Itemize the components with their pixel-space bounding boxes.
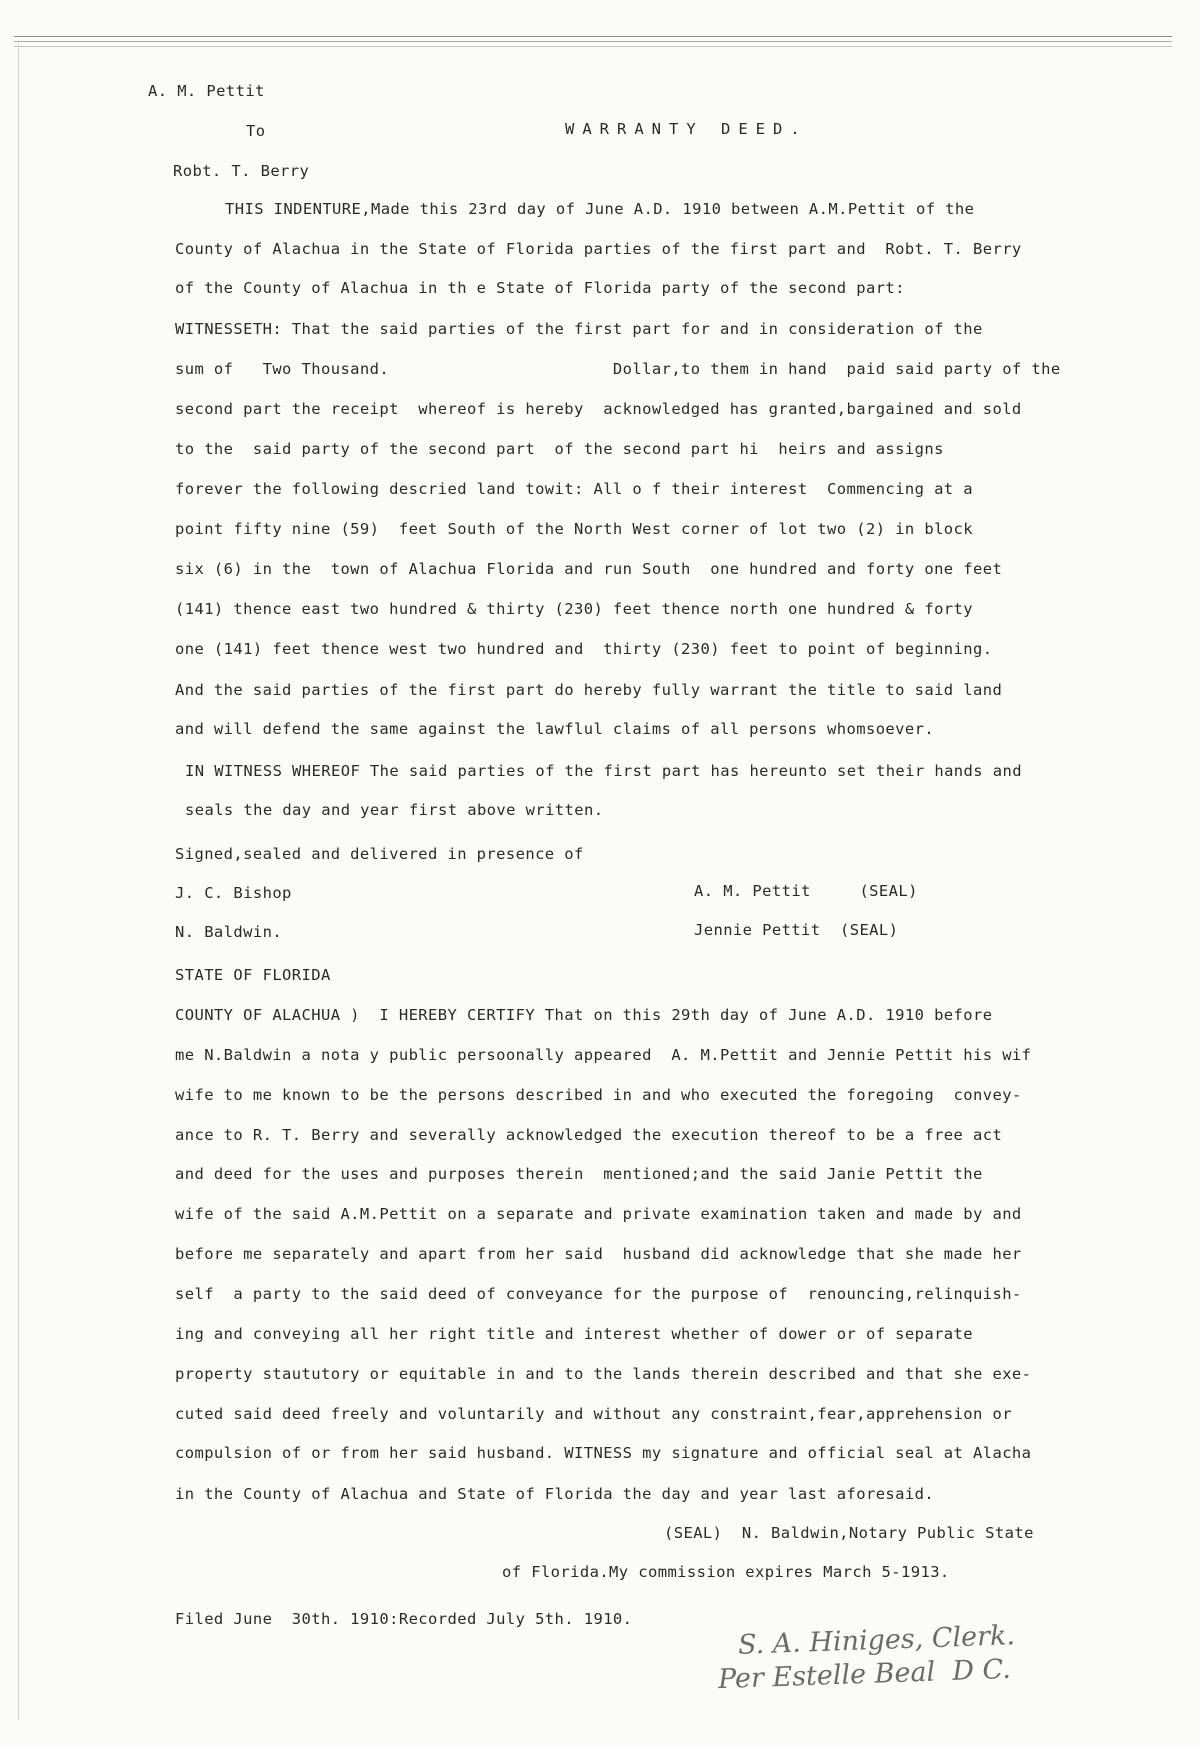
body-line: seals the day and year first above written. xyxy=(185,801,604,819)
to-label: To xyxy=(246,122,266,140)
body-line: Signed,sealed and delivered in presence of xyxy=(175,845,584,863)
ack-line: COUNTY OF ALACHUA ) I HEREBY CERTIFY That on this 29th day of June A.D. 1910 before xyxy=(175,1006,993,1024)
top-rule xyxy=(14,36,1172,37)
ack-line: in the County of Alachua and State of Florida the day and year last aforesaid. xyxy=(175,1485,935,1503)
body-line: point fifty nine (59) feet South of the North West corner of lot two (2) in block xyxy=(175,520,974,538)
filed-record-line: Filed June 30th. 1910:Recorded July 5th. 1910. xyxy=(175,1610,633,1628)
grantor-name: A. M. Pettit xyxy=(148,82,265,100)
witness-name: N. Baldwin. xyxy=(175,923,283,941)
body-line: THIS INDENTURE,Made this 23rd day of June A.D. 1910 between A.M.Pettit of the xyxy=(225,200,975,218)
ack-line: wife to me known to be the persons described in and who executed the foregoing convey- xyxy=(175,1086,1022,1104)
body-line: one (141) feet thence west two hundred and thirty (230) feet to point of beginning. xyxy=(175,640,993,658)
body-line: sum of Two Thousand. Dollar,to them in hand paid said party of the xyxy=(175,360,1061,378)
document-title: WARRANTY DEED. xyxy=(565,120,808,138)
body-line: (141) thence east two hundred & thirty (230) feet thence north one hundred & forty xyxy=(175,600,974,618)
deputy-signature: Per Estelle Beal D C. xyxy=(717,1653,1012,1696)
body-line: County of Alachua in the State of Florida parties of the first part and Robt. T. Berry xyxy=(175,240,1022,258)
body-line: IN WITNESS WHEREOF The said parties of the first part has hereunto set their hands and xyxy=(185,762,1022,780)
witness-name: J. C. Bishop xyxy=(175,884,292,902)
ack-line: cuted said deed freely and voluntarily and without any constraint,fear,apprehension or xyxy=(175,1405,1012,1423)
ack-line: property staututory or equitable in and to the lands therein described and that she exe- xyxy=(175,1365,1032,1383)
body-line: second part the receipt whereof is hereby acknowledged has granted,bargained and sold xyxy=(175,400,1022,418)
body-line: of the County of Alachua in th e State of Florida party of the second part: xyxy=(175,279,905,297)
notary-line: (SEAL) N. Baldwin,Notary Public State xyxy=(664,1524,1034,1542)
top-rule xyxy=(14,41,1172,42)
body-line: to the said party of the second part of the second part hi heirs and assigns xyxy=(175,440,944,458)
ack-line: before me separately and apart from her said husband did acknowledge that she made her xyxy=(175,1245,1022,1263)
ack-line: wife of the said A.M.Pettit on a separate and private examination taken and made by and xyxy=(175,1205,1022,1223)
ack-line: and deed for the uses and purposes therein mentioned;and the said Janie Pettit the xyxy=(175,1165,983,1183)
page-edge xyxy=(18,40,19,1720)
ack-line: ance to R. T. Berry and severally acknowledged the execution thereof to be a free act xyxy=(175,1126,1003,1144)
signer-name: Jennie Pettit (SEAL) xyxy=(694,921,899,939)
body-line: and will defend the same against the lawflul claims of all persons whomsoever. xyxy=(175,720,935,738)
ack-line: ing and conveying all her right title and interest whether of dower or of separate xyxy=(175,1325,974,1343)
signer-name: A. M. Pettit (SEAL) xyxy=(694,882,918,900)
body-line: forever the following descried land towit: All o f their interest Commencing at a xyxy=(175,480,974,498)
body-line: six (6) in the town of Alachua Florida and run South one hundred and forty one feet xyxy=(175,560,1003,578)
notary-line: of Florida.My commission expires March 5-1913. xyxy=(502,1563,950,1581)
grantee-name: Robt. T. Berry xyxy=(173,162,310,180)
body-line: WITNESSETH: That the said parties of the first part for and in consideration of the xyxy=(175,320,983,338)
ack-line: compulsion of or from her said husband. WITNESS my signature and official seal at Alacha xyxy=(175,1444,1032,1462)
clerk-signature: S. A. Hiniges, Clerk. xyxy=(737,1620,1016,1661)
body-line: And the said parties of the first part do hereby fully warrant the title to said land xyxy=(175,681,1003,699)
ack-line: me N.Baldwin a nota y public persoonally appeared A. M.Pettit and Jennie Pettit his wif xyxy=(175,1046,1032,1064)
ack-line: STATE OF FLORIDA xyxy=(175,966,331,984)
top-rule xyxy=(14,46,1172,47)
ack-line: self a party to the said deed of conveyance for the purpose of renouncing,relinquish- xyxy=(175,1285,1022,1303)
